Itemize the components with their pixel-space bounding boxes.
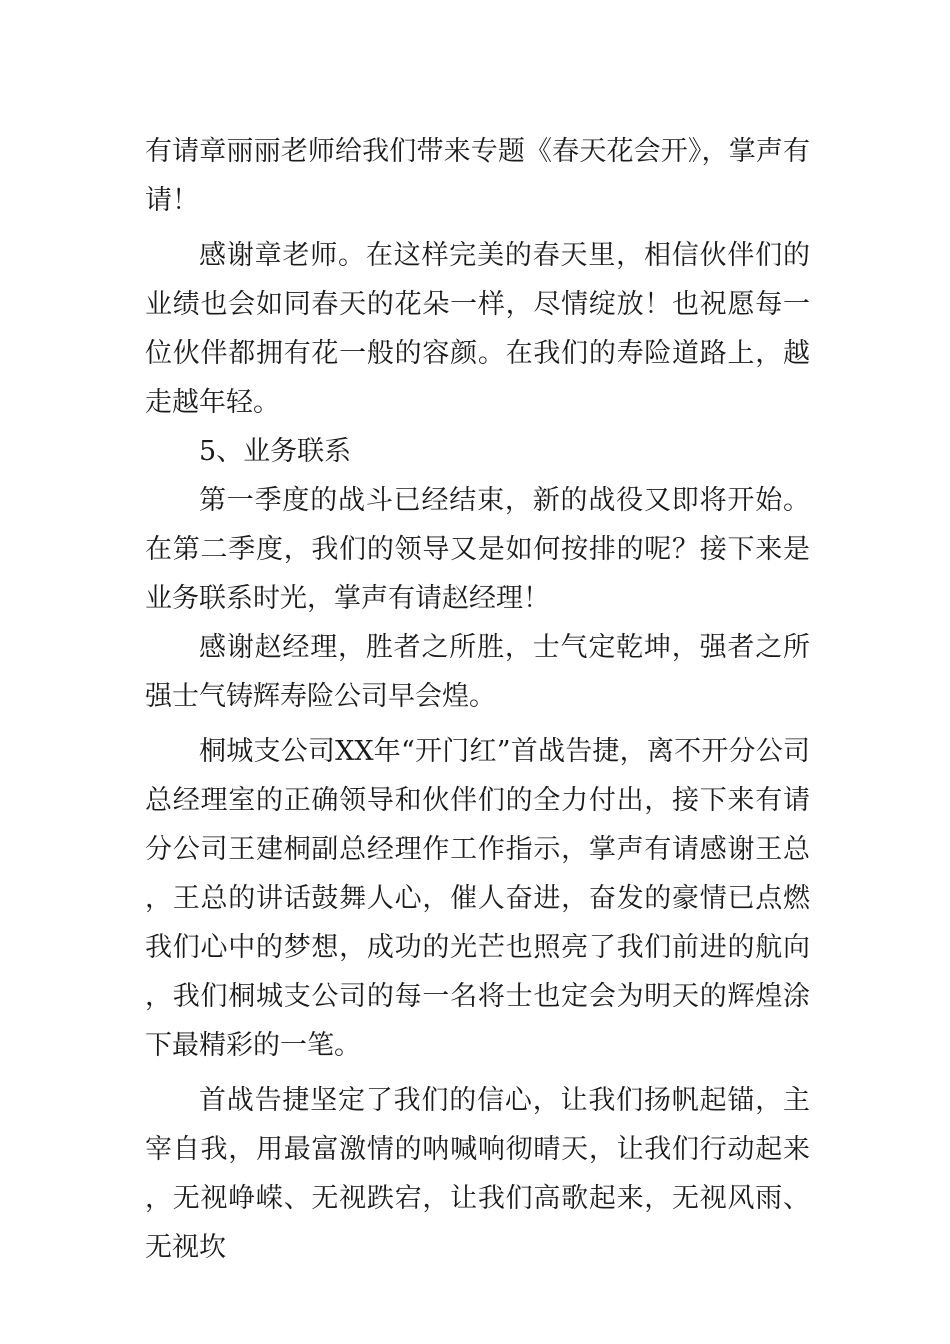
paragraph-invite-zhang: 有请章丽丽老师给我们带来专题《春天花会开》，掌声有请！ bbox=[145, 136, 810, 216]
paragraph-thanks-zhao: 感谢赵经理，胜者之所胜，士气定乾坤，强者之所强士气铸辉寿险公司早会煌。 bbox=[145, 632, 810, 712]
section-heading-business-contact: 5、业务联系 bbox=[199, 436, 352, 467]
paragraph-first-victory: 首战告捷坚定了我们的信心，让我们扬帆起锚，主宰自我，用最富激情的呐喊响彻晴天，让我们行动起来，无视峥嵘、无视跌宕，让我们高歌起来，无视风雨、无视坎 bbox=[145, 1085, 810, 1263]
paragraph-thanks-zhang: 感谢章老师。在这样完美的春天里，相信伙伴们的业绩也会如同春天的花朵一样，尽情绽放！也祝愿每一位伙伴都拥有花一般的容颜。在我们的寿险道路上，越走越年轻。 bbox=[145, 240, 810, 418]
document-body bbox=[145, 127, 810, 1272]
paragraph-tongcheng-branch: 桐城支公司XX年“开门红”首战告捷，离不开分公司总经理室的正确领导和伙伴们的全力付出，接下来有请分公司王建桐副总经理作工作指示，掌声有请感谢王总，王总的讲话鼓舞人心，催人奋进，奋发的豪情已点燃我们心中的梦想，成功的光芒也照亮了我们前进的航向，我们桐城支公司的每一名将士也定会为明天的辉煌涂下最精彩的一笔。 bbox=[145, 736, 810, 1061]
paragraph-second-quarter: 第一季度的战斗已经结束，新的战役又即将开始。在第二季度，我们的领导又是如何按排的呢？接下来是业务联系时光，掌声有请赵经理！ bbox=[145, 485, 810, 614]
